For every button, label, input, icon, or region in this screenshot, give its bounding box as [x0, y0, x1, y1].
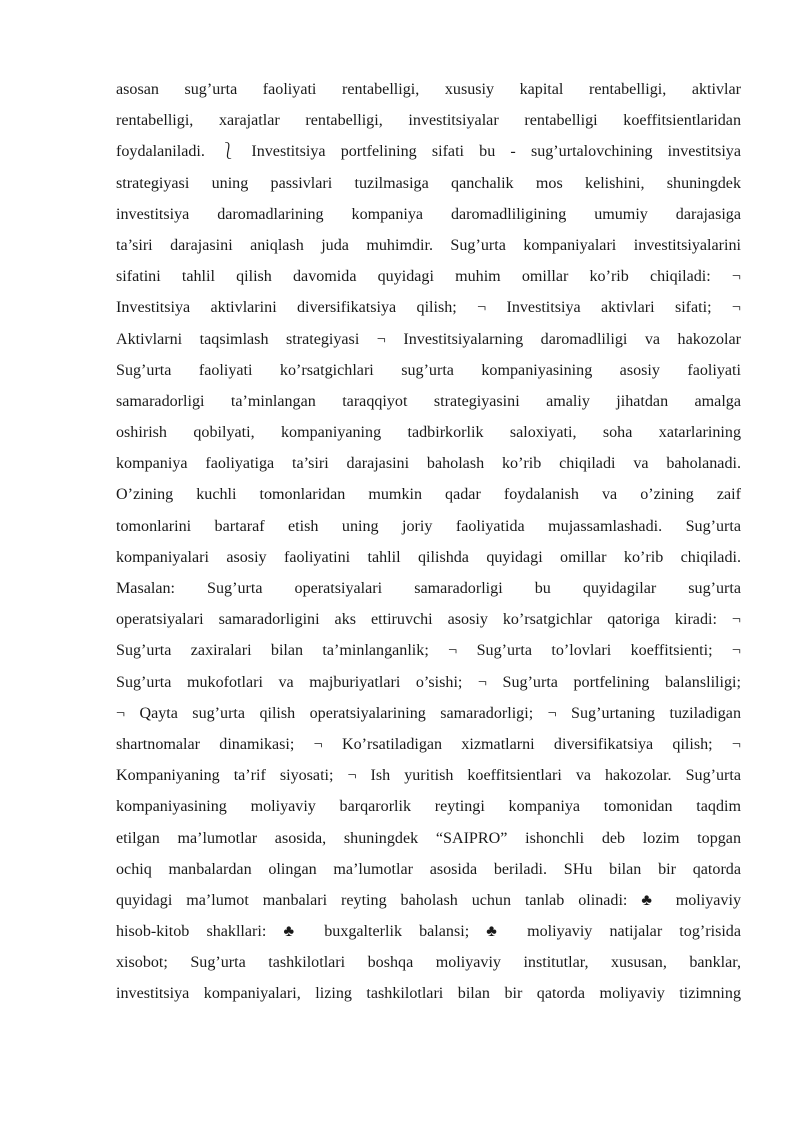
text-line: sifatini tahlil qilish davomida quyidagi muhim omillar ko’rib chiqiladi: ¬: [116, 268, 741, 286]
text-line: operatsiyalari samaradorligini aks ettiruvchi asosiy ko’rsatgichlar qatoriga kiradi: ¬: [116, 611, 741, 629]
text-line: tomonlarini bartaraf etish uning joriy faoliyatida mujassamlashadi. Sug’urta: [116, 517, 741, 535]
text-line: Sug’urta zaxiralari bilan ta’minlanganlik; ¬ Sug’urta to’lovlari koeffitsienti; ¬: [116, 642, 741, 660]
text-line: Masalan: Sug’urta operatsiyalari samaradorligi bu quyidagilar sug’urta: [116, 580, 741, 597]
text-line: Aktivlarni taqsimlash strategiyasi ¬ Investitsiyalarning daromadliligi va hakozolar: [116, 330, 741, 348]
text-line: hisob-kitob shakllari: ♣ buxgalterlik balansi; ♣ moliyaviy natijalar tog’risida: [116, 923, 741, 941]
text-line: etilgan ma’lumotlar asosida, shuningdek “SAIPRO” ishonchli deb lozim topgan: [116, 829, 741, 847]
text-line: Investitsiya aktivlarini diversifikatsiya qilish; ¬ Investitsiya aktivlari sifati; ¬: [116, 299, 741, 317]
text-line: investitsiya daromadlarining kompaniya daromadliligining umumiy darajasiga: [116, 205, 741, 223]
text-line: Sug’urta faoliyati ko’rsatgichlari sug’urta kompaniyasining asosiy faoliyati: [116, 361, 741, 379]
text-line: oshirish qobilyati, kompaniyaning tadbirkorlik saloxiyati, soha xatarlarining: [116, 424, 741, 442]
text-line: kompaniyalari asosiy faoliyatini tahlil qilishda quyidagi omillar ko’rib chiqiladi.: [116, 548, 741, 566]
text-line: O’zining kuchli tomonlaridan mumkin qadar foydalanish va o’zining zaif: [116, 486, 741, 504]
text-line: ta’siri darajasini aniqlash juda muhimdir. Sug’urta kompaniyalari investitsiyalarini: [116, 236, 741, 254]
text-line: investitsiya kompaniyalari, lizing tashkilotlari bilan bir qatorda moliyaviy tizimning: [116, 985, 741, 1003]
text-line: Sug’urta mukofotlari va majburiyatlari o’sishi; ¬ Sug’urta portfelining balansliligi;: [116, 673, 741, 691]
text-line: Kompaniyaning ta’rif siyosati; ¬ Ish yuritish koeffitsientlari va hakozolar. Sug’urta: [116, 767, 741, 785]
text-line: shartnomalar dinamikasi; ¬ Ko’rsatiladigan xizmatlarni diversifikatsiya qilish; ¬: [116, 735, 741, 753]
text-line: strategiyasi uning passivlari tuzilmasiga qanchalik mos kelishini, shuningdek: [116, 174, 741, 192]
text-line: ochiq manbalardan olingan ma’lumotlar asosida beriladi. SHu bilan bir qatorda: [116, 860, 741, 878]
text-line: kompaniya faoliyatiga ta’siri darajasini baholash ko’rib chiqiladi va baholanadi.: [116, 455, 741, 473]
text-line: xisobot; Sug’urta tashkilotlari boshqa moliyaviy institutlar, xususan, banklar,: [116, 954, 741, 972]
text-line: asosan sug’urta faoliyati rentabelligi, xususiy kapital rentabelligi, aktivlar: [116, 81, 741, 98]
text-line: kompaniyasining moliyaviy barqarorlik reytingi kompaniya tomonidan taqdim: [116, 798, 741, 816]
text-line: foydalaniladi. ⎱ Investitsiya portfelining sifati bu - sug’urtalovchining investitsiya: [116, 143, 741, 161]
text-line: samaradorligi ta’minlangan taraqqiyot strategiyasini amaliy jihatdan amalga: [116, 392, 741, 410]
body-text: [116, 74, 741, 1010]
text-line: ¬ Qayta sug’urta qilish operatsiyalarining samaradorligi; ¬ Sug’urtaning tuziladigan: [116, 704, 741, 722]
text-line: rentabelligi, xarajatlar rentabelligi, investitsiyalar rentabelligi koeffitsientlaridan: [116, 112, 741, 130]
text-line: quyidagi ma’lumot manbalari reyting baholash uchun tanlab olinadi: ♣ moliyaviy: [116, 891, 741, 909]
